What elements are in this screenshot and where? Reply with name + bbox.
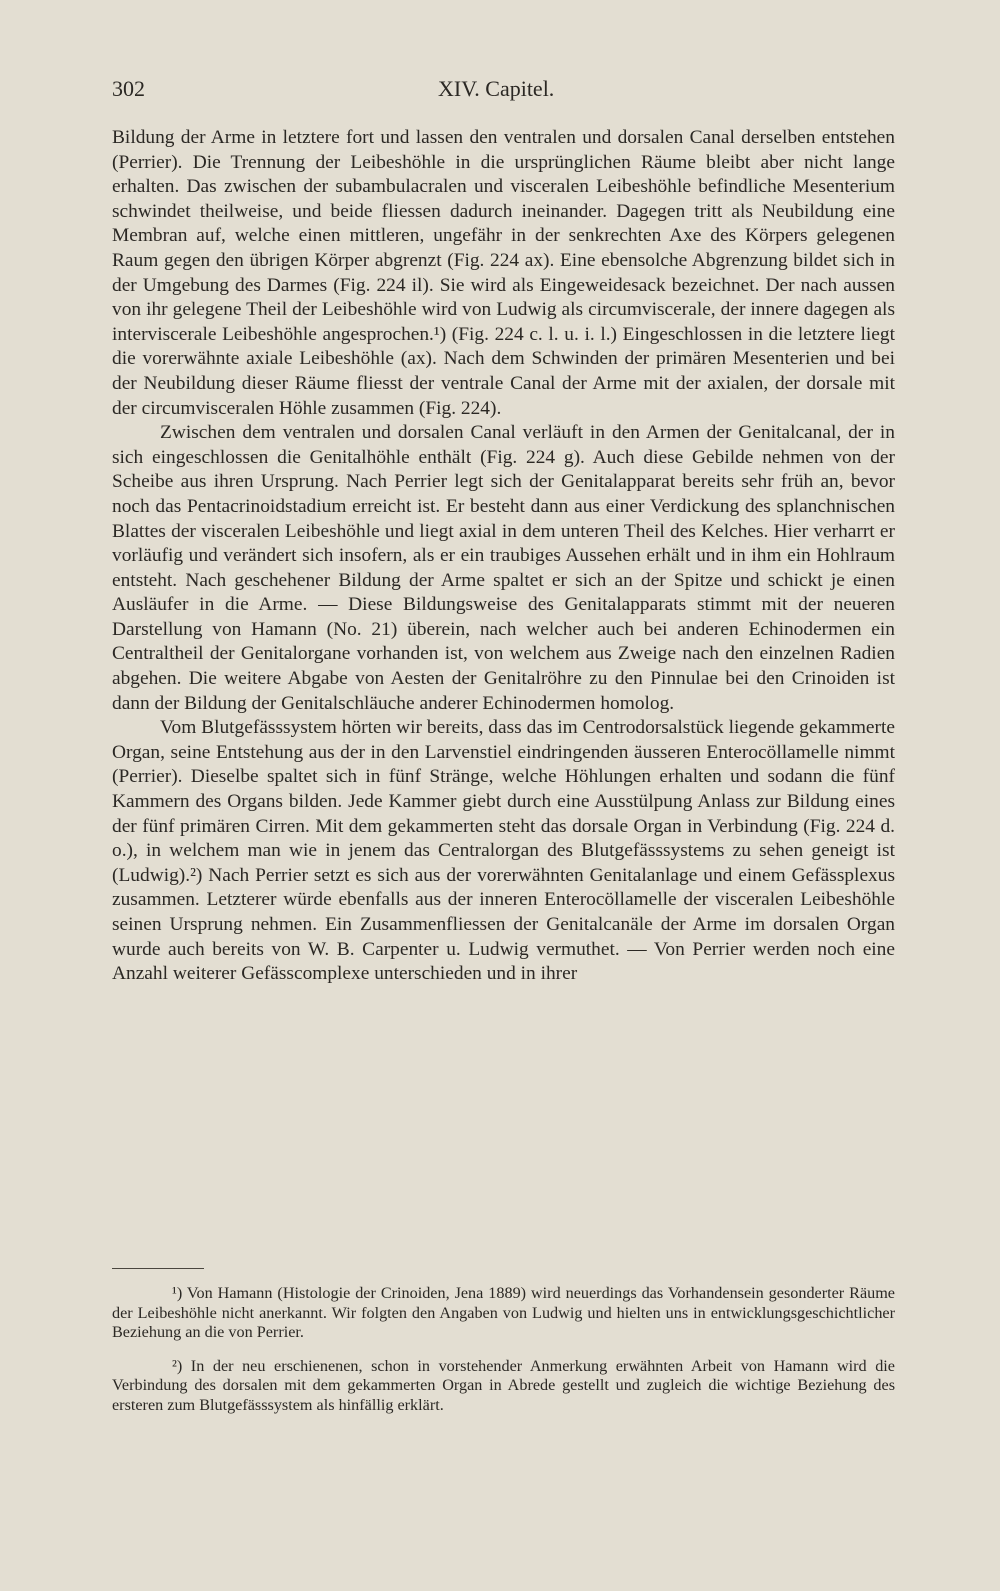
footnote-rule [112, 1268, 204, 1269]
page-number: 302 [112, 76, 145, 101]
footnote-1: ¹) Von Hamann (Histologie der Crinoiden, Jena 1889) wird neuerdings das Vorhandensein gesonderter Räume der Leibeshöhle nicht anerkannt. Wir folgten den Angaben von Ludwig und hielten uns in entwicklungsgeschichtlicher Beziehung an die von Perrier. [112, 1284, 895, 1341]
paragraph-3: Vom Blutgefässsystem hörten wir bereits, dass das im Centrodorsalstück liegende gekammerte Organ, seine Entstehung aus der in den Larvenstiel eindringenden äusseren Enterocöllamelle nimmt (Perrier). Dieselbe spaltet sich in fünf Stränge, welche Höhlungen erhalten und sodann die fünf Kammern des Organs bilden. Jede Kammer giebt durch eine Ausstülpung Anlass zur Bildung eines der fünf primären Cirren. Mit dem gekammerten steht das dorsale Organ in Verbindung (Fig. 224 d. o.), in welchem man wie in jenem das Centralorgan des Blutgefässsystems zu sehen geneigt ist (Ludwig).²) Nach Perrier setzt es sich aus der vorerwähnten Genitalanlage und einem Gefässplexus zusammen. Letzterer würde ebenfalls aus der inneren Enterocöllamelle der visceralen Leibeshöhle seinen Ursprung nehmen. Ein Zusammenfliessen der Genitalcanäle der Arme im dorsalen Organ wurde auch bereits von W. B. Carpenter u. Ludwig vermuthet. — Von Perrier werden noch eine Anzahl weiterer Gefässcomplexe unterschieden und in ihrer [112, 717, 895, 985]
main-text [112, 126, 895, 987]
footnotes [112, 1284, 895, 1429]
running-header [112, 76, 894, 102]
paragraph-2: Zwischen dem ventralen und dorsalen Canal verläuft in den Armen der Genitalcanal, der in sich eingeschlossen die Genitalhöhle enthält (Fig. 224 g). Auch diese Gebilde nehmen von der Scheibe aus ihren Ursprung. Nach Perrier legt sich der Genitalapparat bereits sehr früh an, bevor noch das Pentacrinoidstadium erreicht ist. Er besteht dann aus einer Verdickung des splanchnischen Blattes der visceralen Leibeshöhle und liegt axial in dem unteren Theil des Kelches. Hier verharrt er vorläufig und verändert sich insofern, als er ein traubiges Aussehen erhält und in ihm ein Hohlraum entsteht. Nach geschehener Bildung der Arme spaltet er sich an der Spitze und schickt je einen Ausläufer in die Arme. — Diese Bildungsweise des Genitalapparats stimmt mit der neueren Darstellung von Hamann (No. 21) überein, nach welcher auch bei anderen Echinodermen ein Centraltheil der Genitalorgane vorhanden ist, von welchem aus Zweige nach den einzelnen Radien abgehen. Die weitere Abgabe von Aesten der Genitalröhre zu den Pinnulae bei den Crinoiden ist dann der Bildung der Genitalschläuche anderer Echinodermen homolog. [112, 422, 895, 714]
chapter-title: XIV. Capitel. [438, 76, 555, 101]
footnote-2: ²) In der neu erschienenen, schon in vorstehender Anmerkung erwähnten Arbeit von Hamann wird die Verbindung des dorsalen mit dem gekammerten Organ in Abrede gestellt und zugleich die wichtige Beziehung des ersteren zum Blutgefässsystem als hinfällig erklärt. [112, 1356, 895, 1414]
paragraph-1: Bildung der Arme in letztere fort und lassen den ventralen und dorsalen Canal derselben entstehen (Perrier). Die Trennung der Leibeshöhle in die ursprünglichen Räume bleibt aber nicht lange erhalten. Das zwischen der subambulacralen und visceralen Leibeshöhle befindliche Mesenterium schwindet theilweise, und beide fliessen dadurch ineinander. Dagegen tritt als Neubildung eine Membran auf, welche einen mittleren, ungefähr in der senkrechten Axe des Körpers gelegenen Raum gegen den übrigen Körper abgrenzt (Fig. 224 ax). Eine ebensolche Abgrenzung bildet sich in der Umgebung des Darmes (Fig. 224 il). Sie wird als Eingeweidesack bezeichnet. Der nach aussen von ihr gelegene Theil der Leibeshöhle wird von Ludwig als circumviscerale, der innere dagegen als interviscerale Leibeshöhle angesprochen.¹) (Fig. 224 c. l. u. i. l.) Eingeschlossen in die letztere liegt die vorerwähnte axiale Leibeshöhle (ax). Nach dem Schwinden der primären Mesenterien und bei der Neubildung dieser Räume fliesst der ventrale Canal der Arme mit der axialen, der dorsale mit der circumvisceralen Höhle zusammen (Fig. 224). [112, 127, 895, 419]
